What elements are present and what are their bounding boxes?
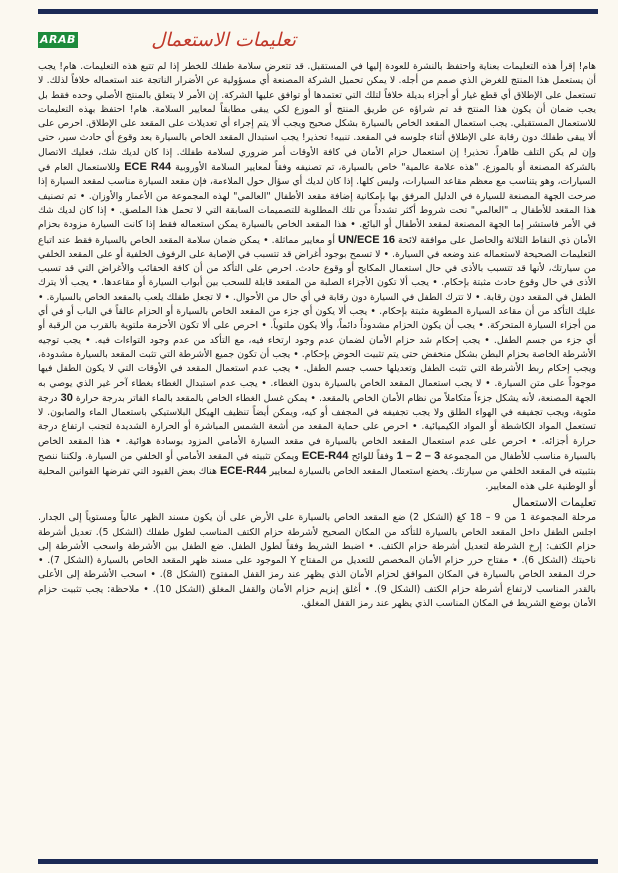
bottom-rule [38,859,598,864]
standard-code: ECE-R44 [301,450,349,463]
warning-text-5: وفقاً للوائح [351,451,394,463]
temperature-value: 30 [60,391,73,404]
brand-badge: ARAB [38,32,78,48]
group-range: 1 – 2 – 3 [396,450,441,463]
page-title: تعليمات الاستعمال [151,29,296,51]
warning-text-7: هناك بعض القيود التي تفرضها القوانين المحلية أو الوطنية على هذه المعايير. [38,466,596,492]
warning-text-2: وللاستعمال العام في السيارات، وهو يتناسب مع معظم مقاعد السيارات، وليس كلها. إذا كان لديك أي سؤال حول الملاءمة، فإن مقعد السيارة مناسب لمقعد السيارة إذا صرحت الجهة المصنعة للسيارة في الدليل المرفق بها بإمكانية إضافة مقعد الأطفال "العالمي" لهذه المجموعة من الأعمار والأوزان. • تم تصنيف هذا المقعد للأطفال بـ "العالمي" تحت شروط أكثر تشدداً من تلك المطلوبة للتصميمات السابقة التي لا تحمل هذا الملصق. • إذا كان لديك شك في الأمر فاستشر إما الجهة المصنعة لمقعد الأطفال أو البائع. • هذا المقعد الخاص بالسيارة يمكن استعماله فقط إذا كانت السيارة مزودة بحزام الأمان ذي النقاط الثلاثة والحاصل على موافقة لائحة [38,162,596,246]
standard-code: ECE-R44 [219,465,267,478]
instructions-body [38,60,596,855]
warning-paragraph [38,60,596,494]
regulation-code: UN/ECE 16 [338,233,395,246]
warning-text-4: درجة مئوية، ويجب تجفيفه في الهواء الطلق ولا يجب تجفيفه في المجفف أو كيه، ويمكن أيضاً تنظيف الهيكل البلاستيكي باستعمال الماء والصابون. لا تستعمل المواد الكاشطة أو المواد الكيميائية. • احرص على حماية المقعد من أشعة الشمس المباشرة أو الحرارة الشديدة لتجنب ارتفاع درجة حرارة أجزائه. • احرص على عدم استعمال المقعد الخاص بالسيارة في مقعد السيارة الأمامي المزود بوسادة هوائية. • هذا المقعد الخاص بالسيارة مناسب للأطفال من المجموعة [38,392,596,463]
standard-code: ECE R44 [124,161,172,174]
instructions-paragraph: مرحلة المجموعة 1 من 9 – 18 كغ (الشكل 2) ضع المقعد الخاص بالسيارة على الأرض على أن يكون مسند الظهر عالياً ومستوياً إلى الجدار. اجلس الطفل داخل المقعد الخاص بالسيارة للتأكد من المكان الصحيح لأشرطة حزام الكتف المناسب لطول طفلك (الشكل 5). تعديل أشرطة حزام الكتف: إرخ الشرطة لتعديل أشرطة حزام الكتف. • اضبط الشريط وفقاً لطول الطفل. ضع الطفل بين الأشرطة واسحب الأشرطة إلى ناحيتك (الشكل 6). • مفتاح حرر حزام الأمان المخصص للتعديل من المفتاح Y الموجود على مسند ظهر المقعد الخاص بالسيارة (الشكل 7). • حرك المقعد الخاص بالسيارة في المكان الموافق لحزام الأمان الذي يظهر عند رمز القفل المفتوح (الشكل 8). • اسحب الأشرطة إلى الأعلى بالقدر المناسب لارتفاع أشرطة حزام الكتف (الشكل 9). • أغلق إبزيم حزام الأمان والقفل المغلق (الشكل 10). • ملاحظة: يجب تثبيت حزام الأمان بوضع الشريط في المكان المناسب الذي يظهر عند رمز القفل المغلق. [38,512,596,609]
warning-text-6: ويمكن تثبيته في المقعد الأمامي أو الخلفي من السيارة. ولكننا ننصح بتثبيته في المقعد الخلفي من سيارتك. يخضع استعمال المقعد الخاص بالسيارة لمعايير [38,451,596,478]
warning-text-3: أو معايير مماثلة. • يمكن ضمان سلامة المقعد الخاص بالسيارة فقط عند اتباع التعليمات الصحيحة لاستعماله عند وضعه في السيارة. • لا تسمح بوجود أغراض قد تتسبب في الإصابة على الرفوف الخلفية أو على المقعد الخلفي من سيارتك، لأنها قد تتسبب بالأذى في حال استعمال المكابح أو وقوع حادث. احرص على التأكد من أن كافة الحقائب والأغراض التي قد تسبب الأذى في حال وقوع حادث مثبتة بإحكام. • يجب ألا تكون الأجزاء الصلبة من المقعد قابلة للسحب بين أبواب السيارة أو مقاعدها. • يجب ألا يترك الطفل في المقعد دون رقابة. • لا تترك الطفل في السيارة دون رقابة في أي حال من الأحوال. • لا تجعل طفلك يلعب بالمقعد الخاص بالسيارة. • عليك التأكد من أن مقاعد السيارة المطوية مثبتة بإحكام. • يجب ألا يكون أي جزء من المقعد الخاص بالسيارة أو الحزام عالقاً في الباب أو في أي من أجزاء السيارة المتحركة. • يجب أن يكون الحزام مشدوداً دائماً، وألا يكون ملتوياً. • احرص على ألا تكون الأحزمة ملتوية بالقرب من الرقبة أو أي جزء من جسم الطفل. • يجب إحكام شد حزام الأمان لضمان عدم وجود ارتخاء فيه، مع التأكد من عدم وجود التواءات فيه. • يجب توجيه الأشرطة الخاصة بحزام البطن بشكل منخفض حتى يتم تثبيت الحوض بإحكام. • يجب أن تكون جميع الأشرطة التي تثبت المقعد بالسيارة مشدودة، ويجب إحكام ربط الأشرطة التي تثبت الطفل وتعديلها حسب جسم الطفل. • يجب عدم استعمال المقعد في الأوقات التي لا يكون الطفل فيها موجوداً على متن السيارة. • لا يجب استعمال المقعد الخاص بالسيارة بدون الغطاء. • يجب عدم استبدال الغطاء بغطاء آخر غير الذي يوصي به الجهة المصنعة، لأنه يشكل جزءاً متكاملاً من نظام الأمان الخاص بالمقعد. • يمكن غسل الغطاء الخاص بالمقعد بالماء الفاتر بدرجة حرارة [38,234,596,404]
instructions-heading: تعليمات الاستعمال [512,495,596,509]
warning-text-1: هام! إقرأ هذه التعليمات بعناية واحتفظ بالنشرة للعودة إليها في المستقبل. قد تتعرض سلامة طفلك للخطر إذا لم تتبع هذه التعليمات. هام! يجب أن يستعمل هذا المنتج للغرض الذي صمم من أجله. لا يمكن تحميل الشركة المصنعة أي مسؤولية عن الأضرار الناتجة عند استعماله خلافاً لذلك. لا تستعمل على الإطلاق أي قطع غيار أو أجزاء بديلة خلافاً لتلك التي تعتمدها أو توافق عليها الشركة. إن الأمر لا يتعلق بالمنتج الأصلي وحده فقط بل يجب ضمان أن يكون هذا المنتج قد تم شراؤه عن طريق المنتج أو الموزع لكي يبقى مطابقاً لمعايير السلامة. هام! احتفظ بهذه التعليمات للاستعمال المستقبلي. يجب استعمال المقعد الخاص بالسيارة بشكل صحيح ويجب ألا يتم إجراء أي تعديلات على المقعد على الإطلاق. احرص على ألا يبقى طفلك دون رقابة على الإطلاق أثناء جلوسه في المقعد. تنبيه! تحذير! يجب استبدال المقعد الخاص بالسيارة بعد وقوع أي حادث سير، حتى وإن لم يكن التلف ظاهراً. تحذير! إن استعمال حزام الأمان في كافة الأوقات أمر ضروري لسلامة طفلك. إذا كان لديك شك، فعليك الاتصال بالشركة المصنعة أو بالموزع. "هذه علامة عالمية" خاص بالسيارة، تم تصنيفه وفقاً لمعايير السلامة الأوروبية [38,61,596,174]
top-rule [38,9,598,14]
